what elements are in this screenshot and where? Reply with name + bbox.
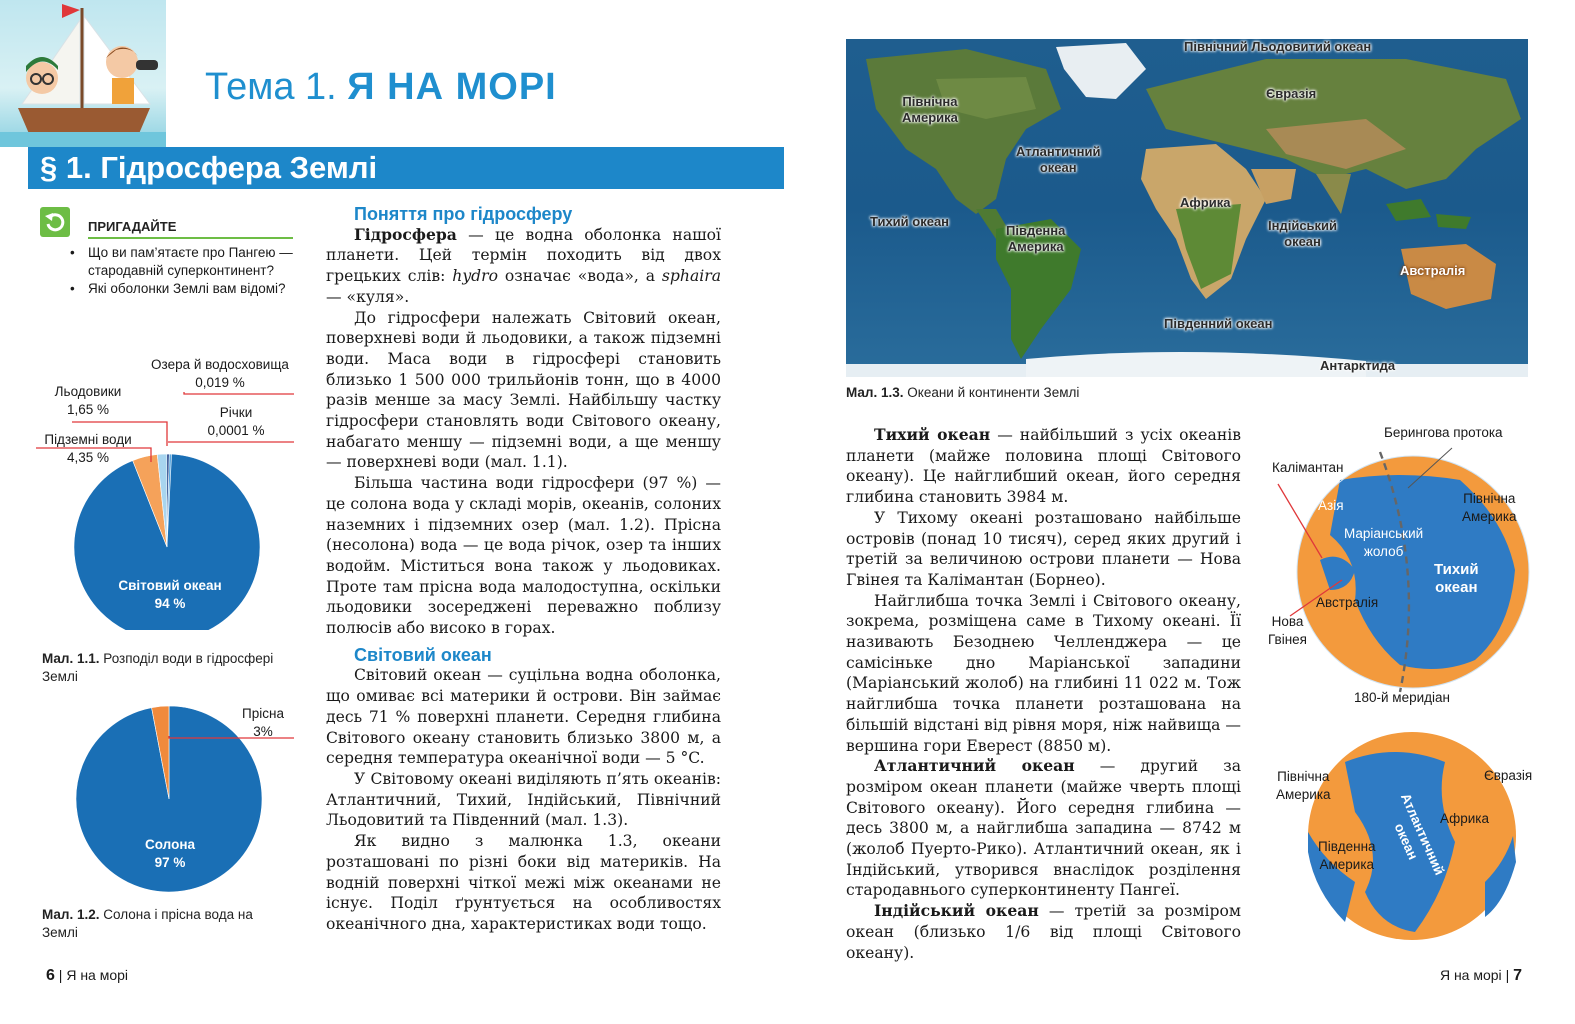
footer-left: [46, 967, 128, 985]
label-glaciers: [40, 383, 136, 419]
remember-title: ПРИГАДАЙТЕ: [88, 219, 177, 234]
map-label-antarctica: Антарктида: [1320, 358, 1396, 373]
refresh-icon: [40, 207, 70, 237]
globe2-label-south-america: Південна Америка: [1318, 839, 1376, 872]
term-indian: Індійський океан: [874, 901, 1039, 921]
globe1-label-australia: Австралія: [1316, 595, 1379, 610]
label-world-ocean: [100, 577, 240, 613]
page-number-left: 6: [46, 967, 55, 984]
text-span: — «куля».: [326, 287, 410, 306]
globe1-label-north-america: Північна Америка: [1462, 491, 1517, 524]
map-label-north-america: Північна Америка: [902, 94, 958, 125]
topic-prefix: Тема 1.: [205, 66, 337, 108]
caption-text: Океани й континенти Землі: [907, 385, 1080, 400]
caption-number: Мал. 1.3.: [846, 385, 904, 400]
children-sailboat-illustration: [0, 0, 166, 147]
globe1-label-asia: Азія: [1318, 498, 1344, 513]
label-rivers: [192, 404, 280, 440]
map-label-south-america: Південна Америка: [1006, 223, 1066, 254]
label-fresh: [232, 705, 294, 741]
label-lakes: [140, 356, 300, 392]
label-fresh-name: Прісна: [242, 706, 284, 721]
map-label-indian: Індійський океан: [1268, 218, 1338, 249]
paragraph-ocean-borders: Як видно з малюнка 1.3, океани розташовані по різні боки від материків. На водній поверхні чіткої межі між океанами не існує. Поділ ґрунтується на особливостях океанічного дна, характеристиках води тощо.: [326, 832, 721, 933]
label-lakes-value: 0,019 %: [195, 375, 245, 390]
left-text-column: [326, 204, 721, 935]
word-sphaira: sphaira: [661, 267, 721, 286]
paragraph-composition: До гідросфери належать Світовий океан, поверхневі води й льодовики, а також підземні води. Маса води в гідросфері становить близько 1 500 000 трильйонів тонн, що в 4000 разів менше за масу Землі. Найбільшу частку гідросфери становлять води Світового океану, набагато меншу — підземні води, а ще меншу — поверхневі води (мал. 1.1).: [326, 308, 721, 472]
paragraph-atlantic: [846, 756, 1241, 901]
world-map: [846, 39, 1528, 377]
map-label-southern: Південний океан: [1164, 316, 1273, 331]
page-number-right: 7: [1513, 967, 1522, 984]
label-groundwater-value: 4,35 %: [66, 450, 110, 465]
paragraph-five-oceans: У Світовому океані виділяють п’ять океанів: Атлантичний, Тихий, Індійський, Північний Льодовитий та Південний (мал. 1.3).: [326, 769, 721, 830]
footer-right-text: Я на морі: [1439, 967, 1502, 983]
right-text-column: [846, 425, 1241, 963]
map-label-africa: Африка: [1180, 195, 1231, 210]
caption-number: Мал. 1.2.: [42, 907, 100, 922]
text-span: — найбільший з усіх океанів планети (майже половина площі Світового океану). Це найглибший океан, його середня глибина становить 3984 м.: [846, 426, 1241, 507]
globe2-label-atlantic: Атлантичний океан: [1391, 791, 1448, 878]
label-lakes-name: Озера й водосховища: [151, 357, 289, 372]
paragraph-salt-water: Більша частина води гідросфери (97 %) — це солона вода у складі морів, океанів, солоних наземних і підземних озер (мал. 1.2). Прісна (несолона) вода — це вода річок, озер та інших водойм. Міститься вона також у льодовиках. Проте там прісна вода малодоступна, оскільки льодовики зосереджені переважно поблизу полюсів або високо в горах.: [326, 474, 721, 638]
footer-left-text: Я на морі: [66, 967, 129, 983]
globe1-label-mariana: Маріанський жолоб: [1344, 526, 1424, 559]
label-world-ocean-value: 94 %: [154, 596, 186, 611]
topic-title: [205, 66, 557, 109]
paragraph-world-ocean: Світовий океан — суцільна водна оболонка, що омиває всі материки й острови. Він займає десь 71 % поверхні планети. Середня глибина Світового океану становить близько 3800 м, а середня температура океанічної води — 5 °C.: [326, 666, 721, 768]
label-salt-value: 97 %: [154, 855, 186, 870]
globe1-label-bering: Берингова протока: [1384, 425, 1503, 440]
label-fresh-value: 3%: [253, 724, 273, 739]
text-span: — третій за розміром океан (близько 1/6 від площі Світового океану).: [846, 902, 1241, 962]
label-rivers-value: 0,0001 %: [207, 423, 265, 438]
caption-text: Розподіл води в гідросфері Землі: [42, 651, 274, 684]
term-atlantic: Атлантичний океан: [874, 756, 1075, 776]
map-label-arctic: Північний Льодовитий океан: [1184, 39, 1372, 54]
caption-number: Мал. 1.1.: [42, 651, 100, 666]
pacific-globe: [1260, 440, 1560, 710]
remember-divider: [88, 237, 293, 239]
footer-sep: |: [1505, 967, 1510, 983]
label-glaciers-value: 1,65 %: [66, 402, 110, 417]
map-label-eurasia: Євразія: [1266, 86, 1317, 101]
label-groundwater: [32, 431, 144, 467]
footer-right: [1440, 967, 1522, 985]
label-salt-name: Солона: [145, 837, 195, 852]
globe1-label-new-guinea: Нова Гвінея: [1268, 614, 1307, 647]
label-salt: [110, 836, 230, 872]
globe1-label-pacific: Тихий океан: [1434, 561, 1479, 596]
paragraph-pacific: [846, 425, 1241, 508]
paragraph-pacific-islands: У Тихому океані розташовано найбільше островів (понад 10 тисяч), серед яких другий і третій за величиною острови планети — Нова Гвінея та Калімантан (Борнео).: [846, 508, 1241, 589]
caption-fig-1-1: [42, 650, 282, 686]
globe2-label-africa: Африка: [1440, 811, 1490, 826]
text-span: — це водна оболонка нашої планети. Цей термін походить від двох грецьких слів:: [326, 225, 721, 286]
term-hydrosphere: Гідросфера: [354, 224, 457, 244]
paragraph-definition: [326, 225, 721, 308]
topic-name: Я НА МОРІ: [347, 66, 557, 108]
leader-lakes: [184, 392, 294, 394]
caption-fig-1-3: [846, 384, 1246, 402]
caption-fig-1-2: [42, 906, 282, 942]
label-world-ocean-name: Світовий океан: [118, 578, 222, 593]
text-span: означає «вода», а: [497, 267, 662, 286]
paragraph-deepest-point: Найглибша точка Землі і Світового океану, зокрема, розміщена саме в Тихому океані. Її називають Безоднею Челленджера — це самісіньке дно Маріанської западини (Маріанський жолоб) на глибині 11 022 м. Тож найглибша точка планети розташована на більшій відстані від рівня моря, ніж найвища — вершина гори Еверест (8850 м).: [846, 591, 1241, 755]
footer-sep: |: [58, 967, 63, 983]
label-rivers-name: Річки: [219, 405, 253, 420]
term-pacific: Тихий океан: [874, 425, 991, 444]
label-groundwater-name: Підземні води: [44, 432, 132, 447]
globe1-label-meridian: 180-й меридіан: [1354, 690, 1450, 705]
remember-list: [68, 244, 293, 298]
map-label-australia: Австралія: [1400, 263, 1466, 278]
map-label-atlantic: Атлантичний океан: [1016, 144, 1101, 175]
label-glaciers-name: Льодовики: [54, 384, 122, 399]
globe1-label-kalimantan: Калімантан: [1272, 460, 1344, 475]
paragraph-indian: [846, 901, 1241, 963]
heading-world-ocean: Світовий океан: [354, 644, 492, 665]
remember-item: • Що ви пам’ятаєте про Пангею — стародавній суперконтинент?: [68, 244, 293, 280]
text-span: — другий за розміром океан планети (майже чверть площі Світового океану). Його середня глибина — десь 3800 м, а найглибша западина — 8742 м (жолоб Пуерто-Рико). Атлантичний океан, як і Індійський, утворився внаслідок розділення стародавнього суперконтиненту Пангеї.: [846, 757, 1242, 900]
word-hydro: hydro: [452, 267, 498, 286]
globe2-label-eurasia: Євразія: [1484, 768, 1533, 783]
globe2-label-north-america: Північна Америка: [1276, 769, 1331, 802]
heading-hydrosphere-concept: Поняття про гідросферу: [354, 204, 573, 224]
remember-item: • Які оболонки Землі вам відомі?: [68, 280, 293, 298]
paragraph-title: § 1. Гідросфера Землі: [28, 147, 784, 189]
caption-text: Солона і прісна вода на Землі: [42, 907, 253, 940]
map-label-pacific: Тихий океан: [870, 214, 950, 229]
